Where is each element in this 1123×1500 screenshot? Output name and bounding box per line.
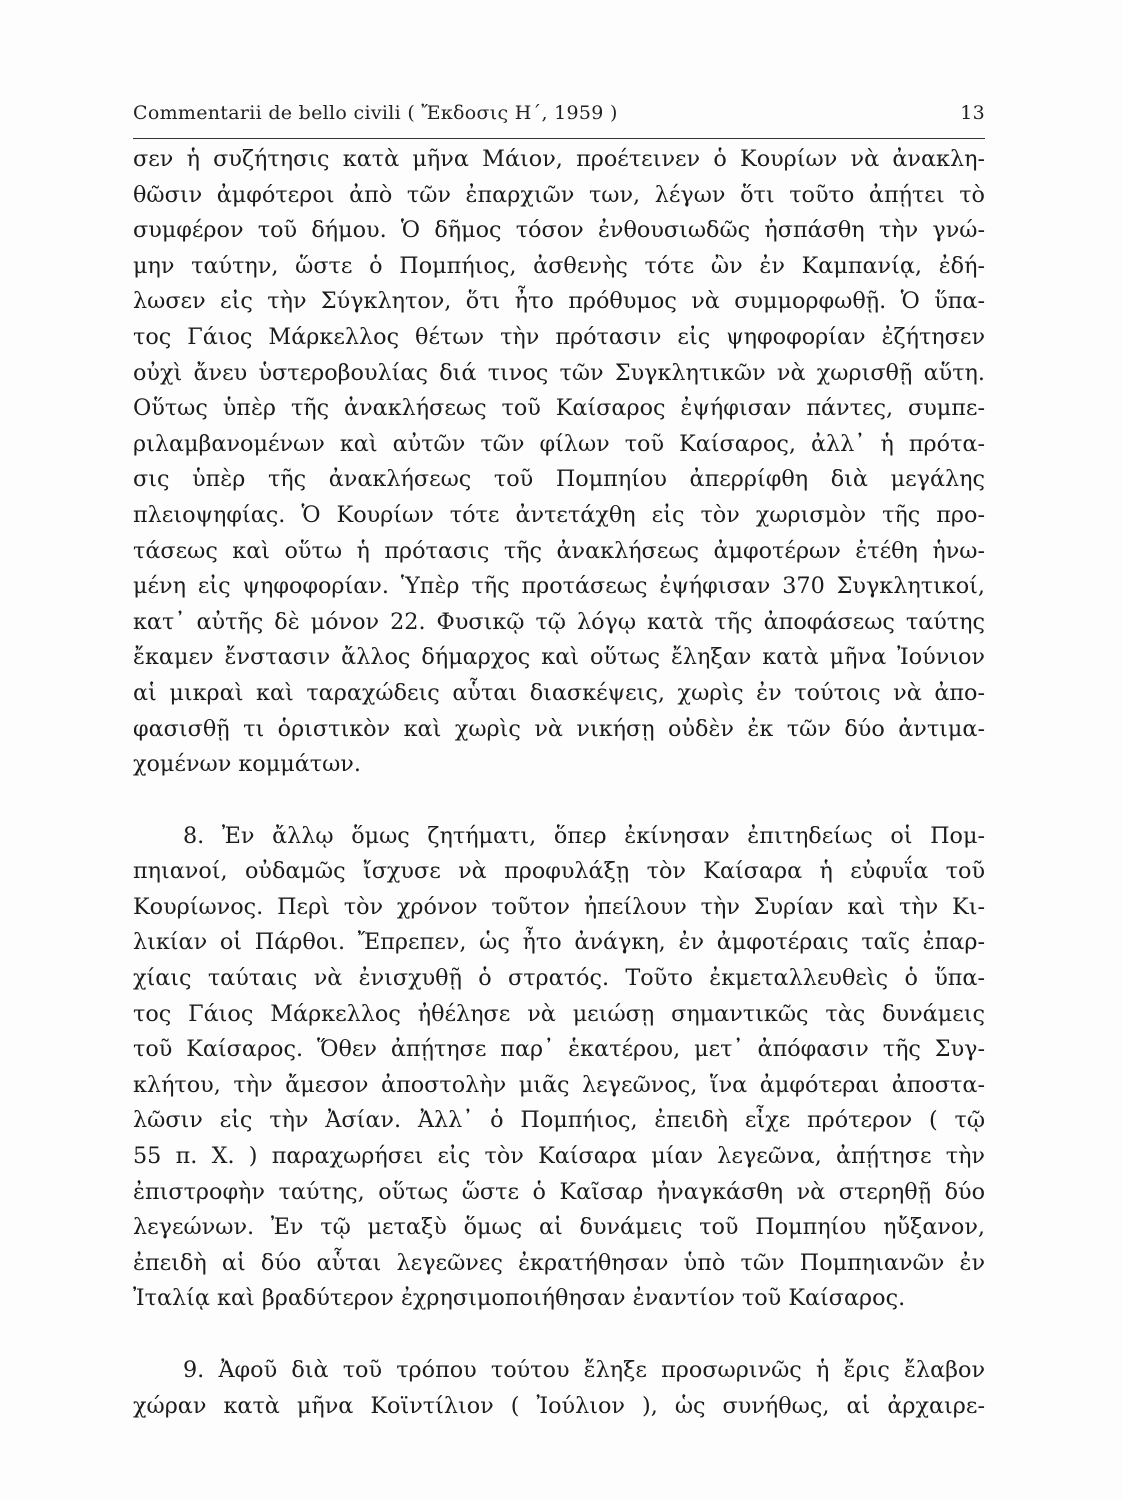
text-line: κλήτου, τὴν ἄμεσον ἀποστολὴν μιᾶς λεγεῶνος, ἵνα ἀμφότεραι ἀποστα- [133, 1071, 985, 1098]
text-line: τοῦ Καίσαρος. Ὅθεν ἀπῄτησε παρ᾽ ἑκατέρου, μετ᾽ ἀπόφασιν τῆς Συγ- [133, 1036, 985, 1063]
text-line: σις ὑπὲρ τῆς ἀνακλήσεως τοῦ Πομπηίου ἀπερρίφθη διὰ μεγάλης [133, 466, 985, 493]
text-line: τος Γάιος Μάρκελλος θέτων τὴν πρότασιν εἰς ψηφοφορίαν ἐζήτησεν [133, 323, 985, 350]
body-text [133, 142, 985, 1424]
text-line: λικίαν οἱ Πάρθοι. Ἔπρεπεν, ὡς ἦτο ἀνάγκη, ἐν ἀμφοτέραις ταῖς ἐπαρ- [133, 929, 985, 956]
paragraph-spacer [133, 783, 985, 819]
text-line: ἐπειδὴ αἱ δύο αὗται λεγεῶνες ἐκρατήθησαν ὑπὸ τῶν Πομπηιανῶν ἐν [133, 1249, 985, 1276]
text-line: λεγεώνων. Ἐν τῷ μεταξὺ ὅμως αἱ δυνάμεις τοῦ Πομπηίου ηὔξανον, [133, 1214, 985, 1241]
text-line: 55 π. Χ. ) παραχωρήσει εἰς τὸν Καίσαρα μίαν λεγεῶνα, ἀπῄτησε τὴν [133, 1143, 985, 1170]
text-line: συμφέρον τοῦ δήμου. Ὁ δῆμος τόσον ἐνθουσιωδῶς ἠσπάσθη τὴν γνώ- [133, 217, 985, 244]
paragraph-section-8 [133, 819, 985, 1317]
text-line: φασισθῇ τι ὁριστικὸν καὶ χωρὶς νὰ νικήσῃ οὐδὲν ἐκ τῶν δύο ἀντιμα- [133, 715, 985, 742]
text-line: θῶσιν ἀμφότεροι ἀπὸ τῶν ἐπαρχιῶν των, λέγων ὅτι τοῦτο ἀπῄτει τὸ [133, 181, 985, 208]
text-line: ριλαμβανομένων καὶ αὐτῶν τῶν φίλων τοῦ Καίσαρος, ἀλλ᾽ ἡ πρότα- [133, 430, 985, 457]
text-line: Κουρίωνος. Περὶ τὸν χρόνον τοῦτον ἠπείλουν τὴν Συρίαν καὶ τὴν Κι- [133, 893, 985, 920]
text-line: μένη εἰς ψηφοφορίαν. Ὑπὲρ τῆς προτάσεως ἐψήφισαν 370 Συγκλητικοί, [133, 573, 985, 600]
text-line: ἐπιστροφὴν ταύτης, οὕτως ὥστε ὁ Καῖσαρ ἠναγκάσθη νὰ στερηθῇ δύο [133, 1178, 985, 1205]
page-number: 13 [960, 102, 985, 124]
text-line: τάσεως καὶ οὕτω ἡ πρότασις τῆς ἀνακλήσεως ἀμφοτέρων ἐτέθη ἡνω- [133, 537, 985, 564]
paragraph-continued [133, 142, 985, 783]
text-line: μην ταύτην, ὥστε ὁ Πομπήιος, ἀσθενὴς τότε ὢν ἐν Καμπανίᾳ, ἐδή- [133, 252, 985, 279]
text-line: Ἰταλίᾳ καὶ βραδύτερον ἐχρησιμοποιήθησαν ἐναντίον τοῦ Καίσαρος. [133, 1285, 906, 1312]
text-line: ἔκαμεν ἔνστασιν ἄλλος δήμαρχος καὶ οὕτως ἔληξαν κατὰ μῆνα Ἰούνιον [133, 644, 985, 671]
text-line: πλειοψηφίας. Ὁ Κουρίων τότε ἀντετάχθη εἰς τὸν χωρισμὸν τῆς προ- [133, 501, 985, 528]
text-line: χομένων κομμάτων. [133, 751, 361, 778]
text-line: τος Γάιος Μάρκελλος ἠθέλησε νὰ μειώσῃ σημαντικῶς τὰς δυνάμεις [133, 1000, 985, 1027]
text-line: χώραν κατὰ μῆνα Κοϊντίλιον ( Ἰούλιον ), ὡς συνήθως, αἱ ἀρχαιρε- [133, 1392, 985, 1419]
running-header [133, 98, 985, 132]
text-line: Οὕτως ὑπὲρ τῆς ἀνακλήσεως τοῦ Καίσαρος ἐψήφισαν πάντες, συμπε- [133, 395, 985, 422]
text-line: πηιανοί, οὐδαμῶς ἴσχυσε νὰ προφυλάξῃ τὸν Καίσαρα ἡ εὐφυΐα τοῦ [133, 858, 985, 885]
text-line: λωσεν εἰς τὴν Σύγκλητον, ὅτι ἦτο πρόθυμος νὰ συμμορφωθῇ. Ὁ ὕπα- [133, 288, 985, 315]
header-rule [133, 138, 985, 139]
paragraph-section-9 [133, 1353, 985, 1424]
text-line: χίαις ταύταις νὰ ἐνισχυθῇ ὁ στρατός. Τοῦτο ἐκμεταλλευθεὶς ὁ ὕπα- [133, 965, 985, 992]
text-line: οὐχὶ ἄνευ ὑστεροβουλίας διά τινος τῶν Συγκλητικῶν νὰ χωρισθῇ αὕτη. [133, 359, 985, 386]
running-title: Commentarii de bello civili ( Ἔκδοσις Η΄, 1959 ) [133, 102, 618, 124]
paragraph-spacer [133, 1317, 985, 1353]
text-line: λῶσιν εἰς τὴν Ἀσίαν. Ἀλλ᾽ ὁ Πομπήιος, ἐπειδὴ εἶχε πρότερον ( τῷ [133, 1107, 985, 1134]
text-line: αἱ μικραὶ καὶ ταραχώδεις αὗται διασκέψεις, χωρὶς ἐν τούτοις νὰ ἀπο- [133, 679, 985, 706]
text-line: 9. Ἀφοῦ διὰ τοῦ τρόπου τούτου ἔληξε προσωρινῶς ἡ ἔρις ἔλαβον [183, 1357, 985, 1383]
text-line: κατ᾽ αὐτῆς δὲ μόνον 22. Φυσικῷ τῷ λόγῳ κατὰ τῆς ἀποφάσεως ταύτης [133, 608, 985, 635]
text-line: σεν ἡ συζήτησις κατὰ μῆνα Μάιον, προέτεινεν ὁ Κουρίων νὰ ἀνακλη- [133, 146, 985, 172]
text-line: 8. Ἐν ἄλλῳ ὅμως ζητήματι, ὅπερ ἐκίνησαν ἐπιτηδείως οἱ Πομ- [183, 822, 985, 849]
